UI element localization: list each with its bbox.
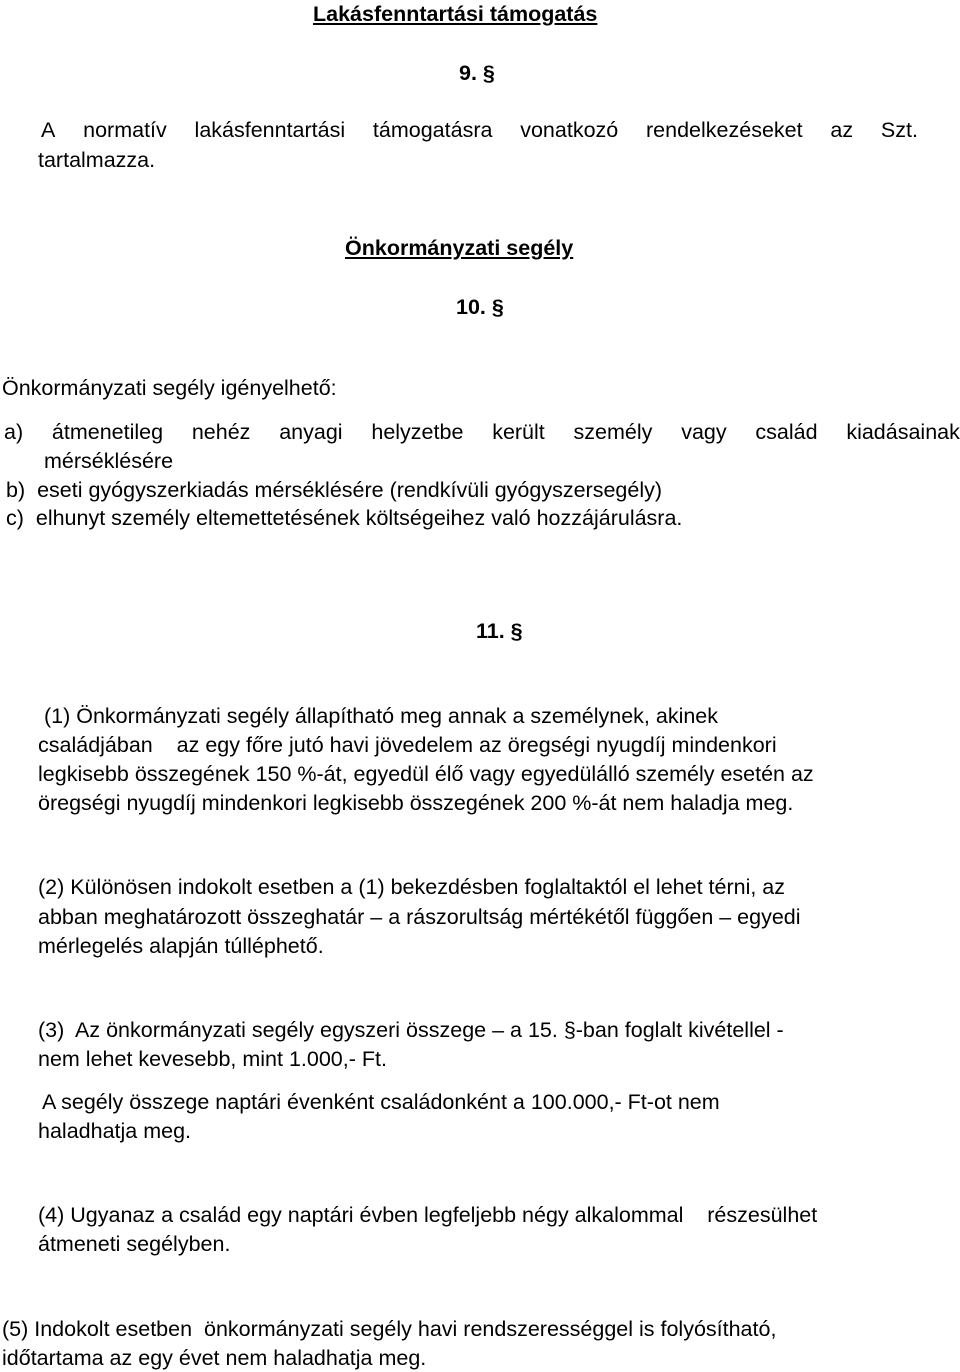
para-3-line-1: (3) Az önkormányzati segély egyszeri összege – a 15. §-ban foglalt kivétellel - — [38, 1018, 784, 1042]
para-3b-line-1: A segély összege naptári évenként családonként a 100.000,- Ft-ot nem — [42, 1090, 720, 1114]
section-title-housing-support: Lakásfenntartási támogatás — [313, 2, 598, 26]
section-9-text-line-1: A normatív lakásfenntartási támogatásra vonatkozó rendelkezéseket az Szt. — [41, 118, 918, 142]
para-2-line-3: mérlegelés alapján túlléphető. — [38, 934, 324, 958]
section-9-text-line-2: tartalmazza. — [38, 148, 156, 172]
para-3-line-2: nem lehet kevesebb, mint 1.000,- Ft. — [38, 1047, 387, 1071]
list-item-a-line-1: a) átmenetileg nehéz anyagi helyzetbe került személy vagy család kiadásainak — [4, 420, 960, 444]
para-5-line-1: (5) Indokolt esetben önkormányzati segély havi rendszerességgel is folyósítható, — [2, 1317, 777, 1341]
section-title-municipal-aid: Önkormányzati segély — [345, 236, 574, 260]
para-1-line-1: (1) Önkormányzati segély állapítható meg annak a személynek, akinek — [44, 704, 719, 728]
para-2-line-2: abban meghatározott összeghatár – a rászorultság mértékétől függően – egyedi — [38, 905, 801, 929]
list-item-a-line-2: mérséklésére — [44, 449, 174, 473]
para-1-line-4: öregségi nyugdíj mindenkori legkisebb összegének 200 %-át nem haladja meg. — [38, 791, 794, 815]
para-3b-line-2: haladhatja meg. — [38, 1119, 191, 1143]
para-4-line-2: átmeneti segélyben. — [38, 1232, 231, 1256]
para-2-line-1: (2) Különösen indokolt esetben a (1) bekezdésben foglaltaktól el lehet térni, az — [38, 875, 785, 899]
para-4-line-1: (4) Ugyanaz a család egy naptári évben legfeljebb négy alkalommal részesülhet — [38, 1203, 818, 1227]
para-5-line-2: időtartama az egy évet nem haladhatja meg. — [2, 1346, 427, 1370]
paragraph-number-10: 10. § — [456, 295, 504, 319]
paragraph-number-11: 11. § — [476, 619, 523, 643]
para-1-line-2: családjában az egy főre jutó havi jövedelem az öregségi nyugdíj mindenkori — [38, 733, 777, 757]
section-10-intro: Önkormányzati segély igényelhető: — [2, 376, 337, 400]
para-1-line-3: legkisebb összegének 150 %-át, egyedül élő vagy egyedülálló személy esetén az — [38, 762, 814, 786]
list-item-b: b) eseti gyógyszerkiadás mérséklésére (rendkívüli gyógyszersegély) — [6, 478, 663, 502]
paragraph-number-9: 9. § — [459, 61, 495, 85]
list-item-c: c) elhunyt személy eltemettetésének költségeihez való hozzájárulásra. — [6, 506, 683, 530]
